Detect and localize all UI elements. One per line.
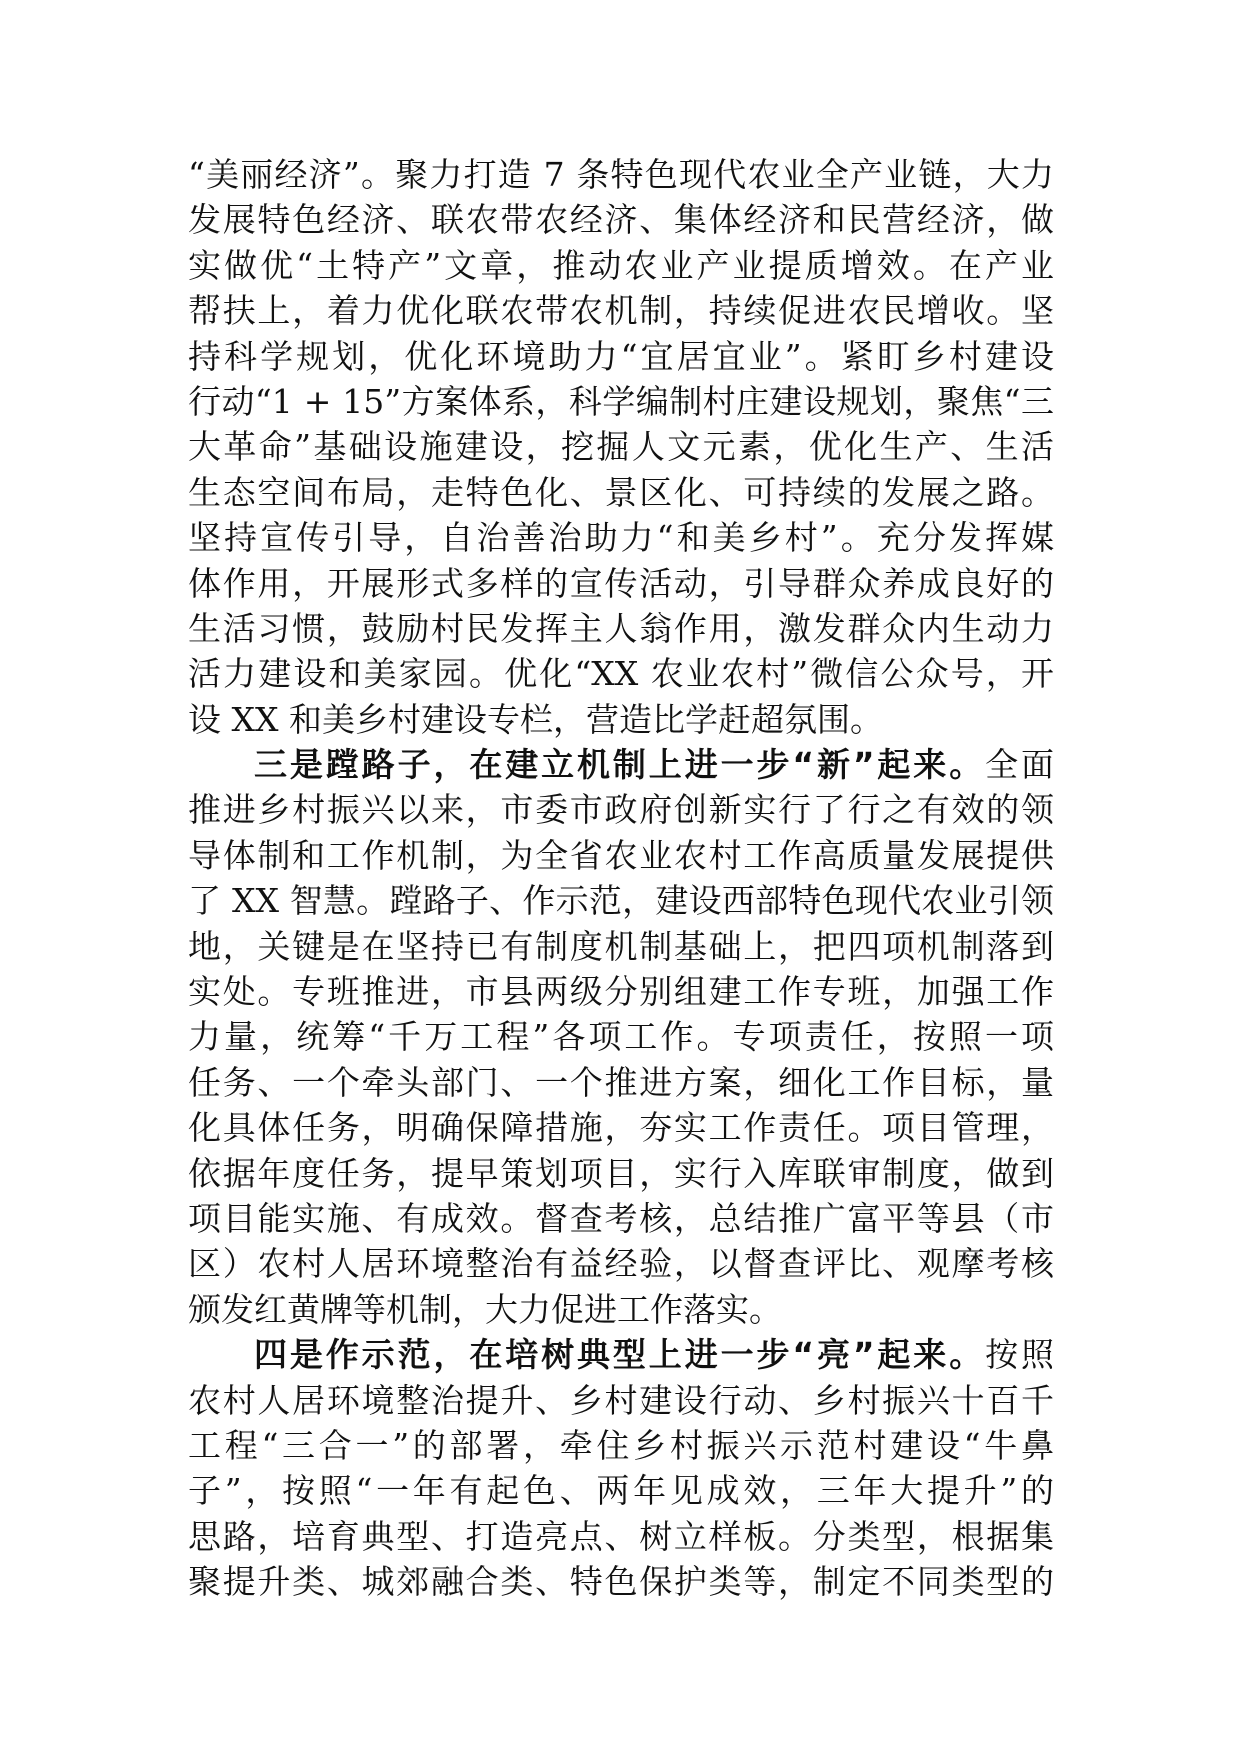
text-line: 帮扶上，着力优化联农带农机制，持续促进农民增收。坚 (188, 291, 1054, 331)
text-line: 思路，培育典型、打造亮点、树立样板。分类型，根据集 (188, 1516, 1054, 1556)
text-line: 任务、一个牵头部门、一个推进方案，细化工作目标，量 (188, 1062, 1054, 1102)
text-line: 持科学规划，优化环境助力“宜居宜业”。紧盯乡村建设 (188, 336, 1054, 376)
text-line: 颁发红黄牌等机制，大力促进工作落实。 (188, 1289, 782, 1329)
text-line: 区）农村人居环境整治有益经验，以督查评比、观摩考核 (188, 1244, 1054, 1284)
section-four-first-line-rest: 按照 (985, 1335, 1054, 1375)
text-line: 导体制和工作机制，为全省农业农村工作高质量发展提供 (188, 835, 1054, 875)
section-four-heading: 四是作示范，在培树典型上进一步“亮”起来。 (254, 1335, 986, 1375)
text-line: 了 XX 智慧。蹚路子、作示范，建设西部特色现代农业引领 (188, 881, 1054, 921)
text-line: 生态空间布局，走特色化、景区化、可持续的发展之路。 (188, 472, 1054, 512)
section-three-first-line-rest: 全面 (985, 745, 1054, 785)
text-line: 大革命”基础设施建设，挖掘人文元素，优化生产、生活 (188, 427, 1054, 467)
section-three-first-line (188, 742, 1054, 787)
text-line: 化具体任务，明确保障措施，夯实工作责任。项目管理， (188, 1108, 1054, 1148)
text-line: 生活习惯，鼓励村民发挥主人翁作用，激发群众内生动力 (188, 608, 1054, 648)
text-line: 实做优“土特产”文章，推动农业产业提质增效。在产业 (188, 245, 1054, 285)
text-line: 推进乡村振兴以来，市委市政府创新实行了行之有效的领 (188, 790, 1054, 830)
section-four-first-line (188, 1332, 1054, 1377)
text-line: 实处。专班推进，市县两级分别组建工作专班，加强工作 (188, 972, 1054, 1012)
text-line: 体作用，开展形式多样的宣传活动，引导群众养成良好的 (188, 563, 1054, 603)
text-line: “美丽经济”。聚力打造 7 条特色现代农业全产业链，大力 (188, 155, 1054, 194)
text-line: 活力建设和美家园。优化“XX 农业农村”微信公众号，开 (188, 654, 1054, 694)
text-line: 坚持宣传引导，自治善治助力“和美乡村”。充分发挥媒 (188, 518, 1054, 558)
text-line: 地，关键是在坚持已有制度机制基础上，把四项机制落到 (188, 926, 1054, 966)
text-line: 力量，统筹“千万工程”各项工作。专项责任，按照一项 (188, 1017, 1054, 1057)
body-text (188, 152, 1054, 1605)
text-line: 聚提升类、城郊融合类、特色保护类等，制定不同类型的 (188, 1562, 1054, 1602)
text-line: 项目能实施、有成效。督查考核，总结推广富平等县（市 (188, 1198, 1054, 1238)
text-line: 子”，按照“一年有起色、两年见成效，三年大提升”的 (188, 1471, 1054, 1511)
text-line: 依据年度任务，提早策划项目，实行入库联审制度，做到 (188, 1153, 1054, 1193)
text-line: 设 XX 和美乡村建设专栏，营造比学赶超氛围。 (188, 699, 883, 739)
section-three-heading: 三是蹚路子，在建立机制上进一步“新”起来。 (254, 745, 986, 785)
text-line: 工程“三合一”的部署，牵住乡村振兴示范村建设“牛鼻 (188, 1425, 1054, 1465)
text-line: 行动“1 + 15”方案体系，科学编制村庄建设规划，聚焦“三 (188, 381, 1054, 421)
text-line: 农村人居环境整治提升、乡村建设行动、乡村振兴十百千 (188, 1380, 1054, 1420)
text-line: 发展特色经济、联农带农经济、集体经济和民营经济，做 (188, 200, 1054, 240)
